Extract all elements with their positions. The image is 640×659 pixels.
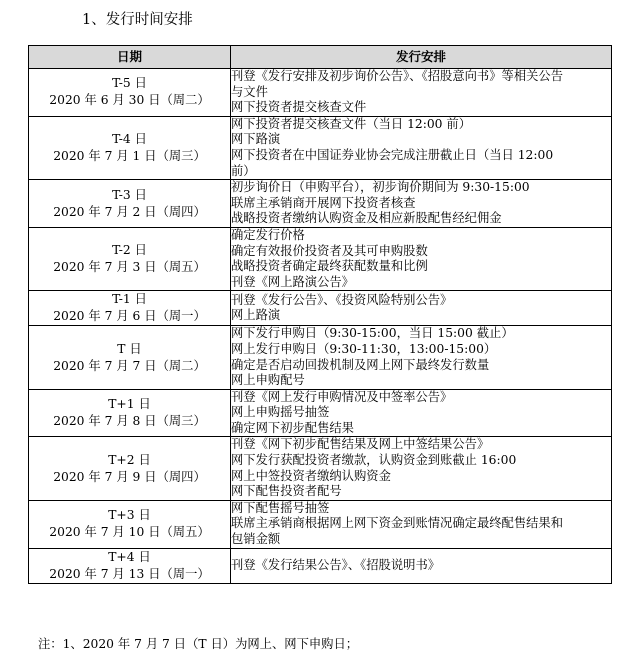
calendar-date: 2020 年 7 月 9 日（周四） — [53, 469, 206, 484]
day-cell — [29, 500, 231, 548]
table-row — [29, 227, 612, 290]
task-line: 网下发行获配投资者缴款，认购资金到账截止 16:00 — [231, 453, 517, 468]
task-line: 网上路演 — [231, 308, 281, 323]
task-line: 确定是否启动回拨机制及网上网下最终发行数量 — [231, 357, 490, 372]
task-line: 战略投资者确定最终获配数量和比例 — [231, 259, 428, 274]
tasks-cell — [231, 180, 612, 228]
task-line: 网上发行申购日（9:30-11:30，13:00-15:00） — [231, 341, 497, 356]
table-row — [29, 116, 612, 179]
tasks-cell — [231, 69, 612, 117]
calendar-date: 2020 年 7 月 8 日（周三） — [53, 414, 206, 429]
task-line: 网下配售投资者配号 — [231, 484, 342, 499]
task-line: 网上申购配号 — [231, 373, 305, 388]
task-line: 刊登《网上路演公告》 — [231, 274, 354, 289]
task-line: 网下路演 — [231, 132, 281, 147]
task-line: 刊登《发行安排及初步询价公告》、《招股意向书》等相关公告 — [231, 69, 564, 83]
task-line: 前） — [231, 163, 256, 178]
task-line: 网下投资者提交核查文件（当日 12:00 前） — [231, 116, 472, 131]
task-line: 刊登《网下初步配售结果及网上中签结果公告》 — [231, 437, 490, 452]
task-line: 联席主承销商根据网上网下资金到账情况确定最终配售结果和 — [231, 516, 564, 531]
task-line: 刊登《网上发行申购情况及中签率公告》 — [231, 389, 453, 404]
day-cell — [29, 437, 231, 500]
task-line: 网上申购摇号抽签 — [231, 405, 330, 420]
calendar-date: 2020 年 7 月 1 日（周三） — [53, 148, 206, 163]
day-cell — [29, 69, 231, 117]
tasks-cell — [231, 437, 612, 500]
task-line: 网上中签投资者缴纳认购资金 — [231, 468, 391, 483]
calendar-date: 2020 年 7 月 3 日（周五） — [53, 260, 206, 275]
calendar-date: 2020 年 7 月 13 日（周一） — [49, 566, 210, 581]
trading-day-label: T-5 日 — [112, 76, 147, 91]
footnote: 注：1、2020 年 7 月 7 日（T 日）为网上、网下申购日； — [38, 637, 359, 651]
trading-day-label: T+4 日 — [108, 549, 151, 564]
day-cell — [29, 548, 231, 583]
table-row — [29, 180, 612, 228]
trading-day-label: T-3 日 — [112, 187, 147, 202]
calendar-date: 2020 年 7 月 10 日（周五） — [49, 525, 210, 540]
task-line: 包销金额 — [231, 532, 281, 547]
trading-day-label: T 日 — [117, 341, 142, 356]
trading-day-label: T+2 日 — [108, 452, 151, 467]
trading-day-label: T-1 日 — [112, 292, 147, 307]
table-row — [29, 389, 612, 437]
task-line: 网下发行申购日（9:30-15:00，当日 15:00 截止） — [231, 326, 514, 341]
task-line: 确定网下初步配售结果 — [231, 420, 354, 435]
schedule-table — [28, 45, 612, 584]
task-line: 初步询价日（申购平台），初步询价期间为 9:30-15:00 — [231, 180, 530, 195]
tasks-cell — [231, 500, 612, 548]
tasks-cell — [231, 116, 612, 179]
table-row — [29, 500, 612, 548]
table-row — [29, 326, 612, 389]
task-line: 战略投资者缴纳认购资金及相应新股配售经纪佣金 — [231, 211, 502, 226]
tasks-cell — [231, 291, 612, 326]
calendar-date: 2020 年 7 月 2 日（周四） — [53, 204, 206, 219]
header-day: 日期 — [29, 46, 231, 69]
day-cell — [29, 291, 231, 326]
calendar-date: 2020 年 6 月 30 日（周二） — [49, 93, 210, 108]
task-line: 确定有效报价投资者及其可申购股数 — [231, 243, 428, 258]
table-row — [29, 437, 612, 500]
table-header-row — [29, 46, 612, 69]
task-line: 确定发行价格 — [231, 227, 305, 242]
tasks-cell — [231, 326, 612, 389]
trading-day-label: T-4 日 — [112, 131, 147, 146]
trading-day-label: T+3 日 — [108, 508, 151, 523]
tasks-cell — [231, 227, 612, 290]
task-line: 网下投资者在中国证券业协会完成注册截止日（当日 12:00 — [231, 147, 554, 162]
day-cell — [29, 180, 231, 228]
trading-day-label: T-2 日 — [112, 243, 147, 258]
tasks-cell — [231, 548, 612, 583]
task-line: 联席主承销商开展网下投资者核查 — [231, 195, 416, 210]
day-cell — [29, 227, 231, 290]
table-row — [29, 548, 612, 583]
tasks-cell — [231, 389, 612, 437]
task-line: 刊登《发行结果公告》、《招股说明书》 — [231, 557, 441, 572]
task-line: 与文件 — [231, 84, 268, 99]
task-line: 网下配售摇号抽签 — [231, 500, 330, 515]
day-cell — [29, 326, 231, 389]
day-cell — [29, 116, 231, 179]
task-line: 刊登《发行公告》、《投资风险特别公告》 — [231, 292, 453, 307]
calendar-date: 2020 年 7 月 6 日（周一） — [53, 309, 206, 324]
table-row — [29, 291, 612, 326]
day-cell — [29, 389, 231, 437]
task-line: 网下投资者提交核查文件 — [231, 100, 367, 115]
table-body — [29, 69, 612, 584]
table-row — [29, 69, 612, 117]
section-heading: 1、发行时间安排 — [82, 12, 193, 28]
header-tasks: 发行安排 — [231, 46, 612, 69]
trading-day-label: T+1 日 — [108, 397, 151, 412]
calendar-date: 2020 年 7 月 7 日（周二） — [53, 358, 206, 373]
